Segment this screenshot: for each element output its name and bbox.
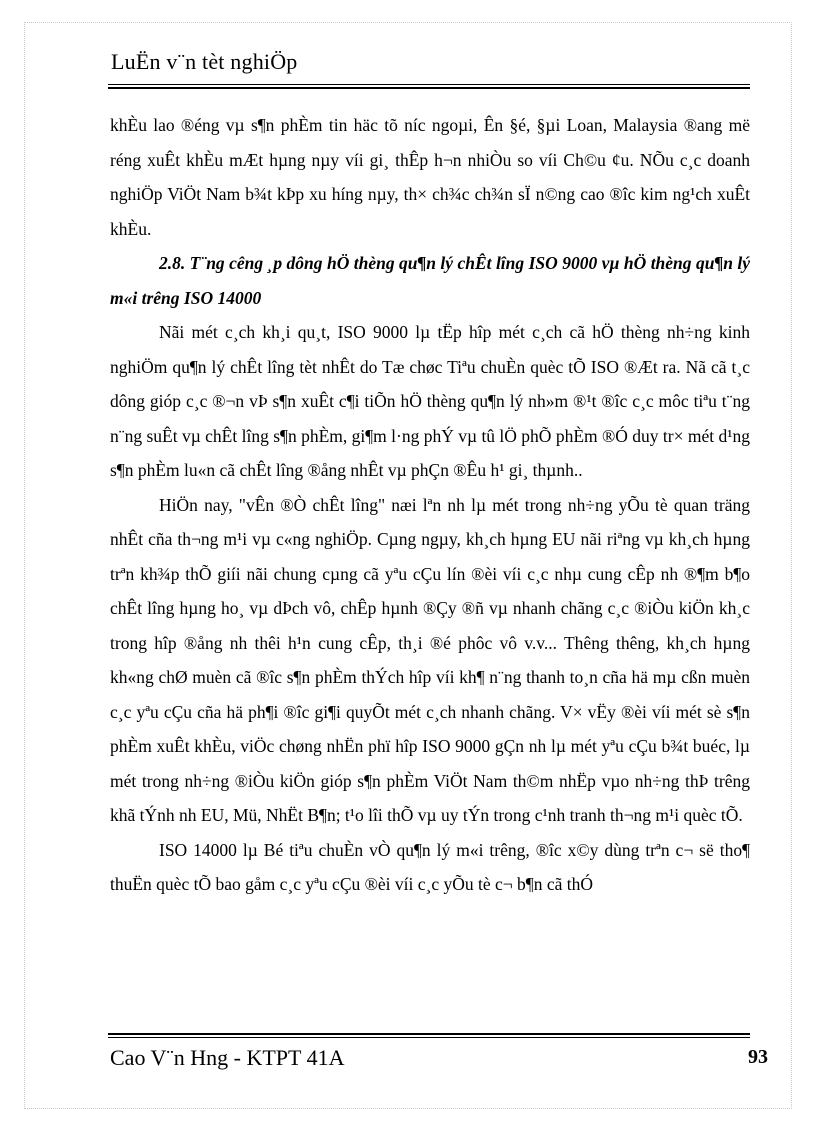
footer-author: Cao V¨n Hng - KTPT 41A bbox=[110, 1045, 345, 1070]
body-text bbox=[110, 108, 750, 902]
paragraph: khÈu lao ®éng vµ s¶n phÈm tin häc tõ níc ngoµi, Ên §é, §µi Loan, Malaysia ®ang më réng xuÊt khÈu mÆt hµng nµy víi gi¸ thÊp h¬n nhiÒu so víi Ch©u ¢u. NÕu c¸c doanh nghiÖp ViÖt Nam b¾t kÞp xu híng nµy, th× ch¾c ch¾n sÏ n©ng cao ®îc kim ng¹ch xuÊt khÈu. bbox=[110, 115, 750, 239]
footer-rule-thin bbox=[108, 1037, 750, 1038]
paragraph: Nãi mét c¸ch kh¸i qu¸t, ISO 9000 lµ tËp hîp mét c¸ch cã hÖ thèng nh÷ng kinh nghiÖm qu¶n lý chÊt lîng tèt nhÊt do Tæ chøc Tiªu chuÈn quèc tÕ ISO ®Æt ra. Nã cã t¸c dông gióp c¸c ®¬n vÞ s¶n xuÊt c¶i tiÕn hÖ thèng qu¶n lý nh»m ®¹t ®îc c¸c môc tiªu t¨ng n¨ng suÊt vµ chÊt lîng s¶n phÈm, gi¶m l·ng phÝ vµ tû lÖ phÕ phÈm ®Ó duy tr× mét d¹ng s¶n phÈm lu«n cã chÊt lîng ®ång nhÊt vµ phÇn ®Êu h¹ gi¸ thµnh.. bbox=[110, 322, 750, 480]
paragraph: ISO 14000 lµ Bé tiªu chuÈn vÒ qu¶n lý m«i trêng, ®îc x©y dùng trªn c¬ së tho¶ thuËn quèc tÕ bao gåm c¸c yªu cÇu ®èi víi c¸c yÕu tè c¬ b¶n cã thÓ bbox=[110, 839, 750, 894]
header-rule-thin bbox=[108, 84, 750, 85]
running-header: LuËn v¨n tèt nghiÖp bbox=[111, 49, 298, 74]
section-heading: 2.8. T¨ng cêng ¸p dông hÖ thèng qu¶n lý chÊt lîng ISO 9000 vµ hÖ thèng qu¶n lý m«i trêng ISO 14000 bbox=[110, 253, 750, 308]
page-number: 93 bbox=[748, 1046, 768, 1068]
paragraph: HiÖn nay, "vÊn ®Ò chÊt lîng" næi lªn nh lµ mét trong nh÷ng yÕu tè quan träng nhÊt cña th¬ng m¹i vµ c«ng nghiÖp. Cµng ngµy, kh¸ch hµng EU nãi riªng vµ kh¸ch hµng trªn kh¾p thÕ giíi nãi chung cµng cã yªu cÇu lín ®èi víi c¸c nhµ cung cÊp nh ®¶m b¶o chÊt lîng hµng ho¸ vµ dÞch vô, chÊp hµnh ®Çy ®ñ vµ nhanh chãng c¸c ®iÒu kiÖn kh¸c trong hîp ®ång nh thêi h¹n cung cÊp, th¸i ®é phôc vô v.v... Thêng thêng, kh¸ch hµng kh«ng chØ muèn cã ®îc s¶n phÈm thÝch hîp víi kh¶ n¨ng thanh to¸n cña hä mµ cßn muèn c¸c yªu cÇu cña hä ph¶i ®îc gi¶i quyÕt mét c¸ch nhanh chãng. V× vËy ®èi víi mét sè s¶n phÈm xuÊt khÈu, viÖc chøng nhËn phï hîp ISO 9000 gÇn nh lµ mét yªu cÇu b¾t buéc, lµ mét trong nh÷ng ®iÒu kiÖn gióp s¶n phÈm ViÖt Nam th©m nhËp vµo nh÷ng thÞ trêng khã tÝnh nh EU, Mü, NhËt B¶n; t¹o lîi thÕ vµ uy tÝn trong c¹nh tranh th¬ng m¹i quèc tÕ. bbox=[110, 494, 750, 825]
footer-rule-thick bbox=[108, 1033, 750, 1035]
header-rule-thick bbox=[108, 87, 750, 89]
